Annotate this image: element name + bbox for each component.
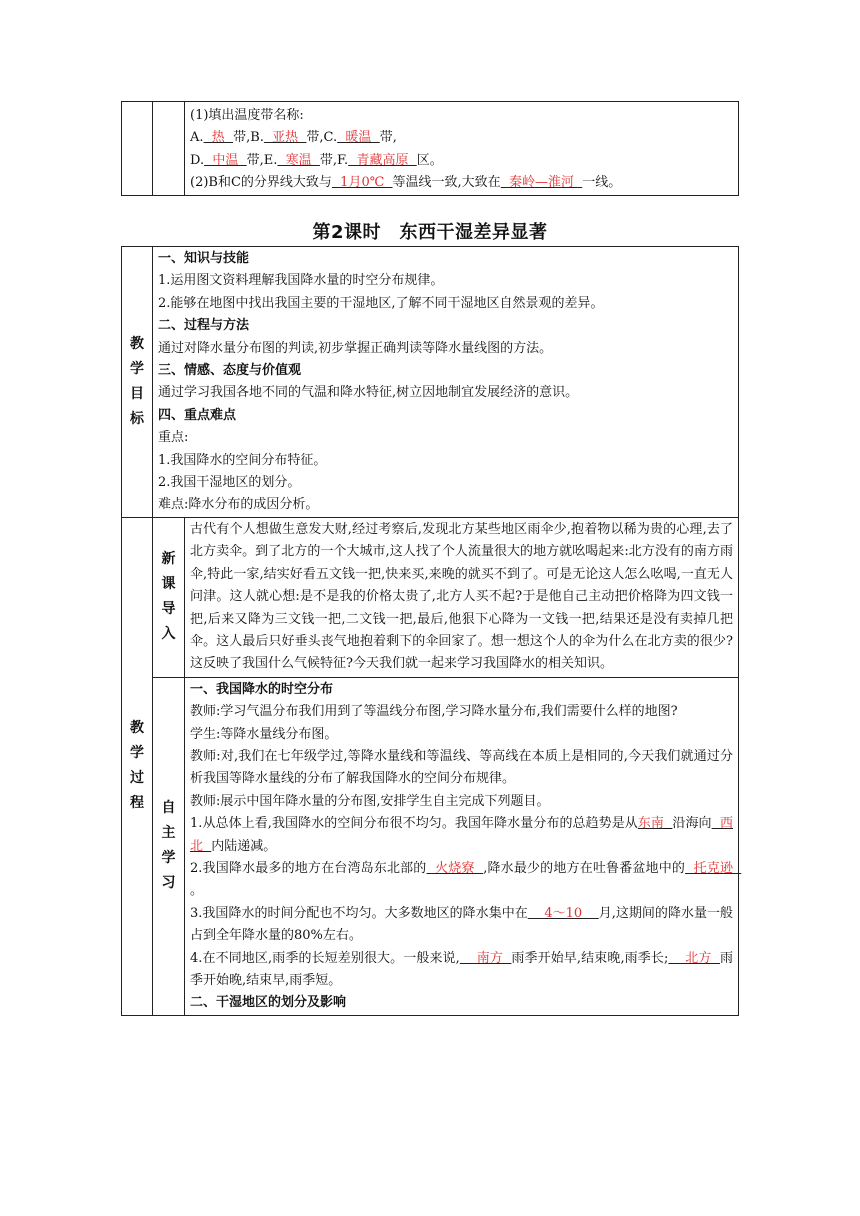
text-segment: 4.在不同地区,雨季的长短差别很大。一般来说, [190,950,460,966]
objectives-lines [153,248,738,517]
answer-blank: 暖温 [337,130,380,146]
text-segment: 1.从总体上看,我国降水的空间分布很不均匀。我国年降水量分布的总趋势是从 [190,816,638,832]
text-segment: A. [190,130,204,146]
self-study-label: 自 主 学 习 [153,677,185,1015]
text-segment: 带,F. [319,152,349,168]
intro-label: 新 课 导 入 [153,517,185,677]
text-segment: 沿海向 [672,816,712,832]
temp-zone-line-def [185,150,738,172]
teacher-question-1: 教师:学习气温分布我们用到了等温线分布图,学习降水量分布,我们需要什么样的地图? [190,704,678,720]
answer-blank: 4～10 [527,905,599,921]
text-segment: 区。 [416,152,443,168]
student-answer-1: 学生:等降水量线分布图。 [190,726,338,742]
answer-blank: 亚热 [263,130,307,146]
lesson-plan-table [121,246,742,1016]
exercise-4 [185,948,738,993]
answer-blank: 青藏高原 [348,152,417,168]
text-segment: 带, [379,130,397,146]
text-segment: (2)B和C的分界线大致与 [190,175,332,191]
process-label: 教 学 过 程 [122,517,153,1015]
intro-story: 古代有个人想做生意发大财,经过考察后,发现北方某些地区雨伞少,抱着物以稀为贵的心理,去了北方卖伞。到了北方的一个大城市,这人找了个人流量很大的地方就吆喝起来:北方没有的南方雨伞,特此一家,结实好看五文钱一把,快来买,来晚的就买不到了。可是无论这人怎么吆喝,一直无人问津。这人就心想:是不是我的价格太贵了,北方人买不起?于是他自己主动把价格降为四文钱一把,后来又降为三文钱一把,二文钱一把,最后,他狠下心降为一文钱一把,结果还是没有卖掉几把伞。这人最后只好垂头丧气地抱着剩下的伞回家了。想一想这个人的伞为什么在北方卖的很少?这反映了我国什么气候特征?今天我们就一起来学习我国降水的相关知识。 [190,521,733,672]
top-label-col-2 [153,102,185,196]
exercise-3 [185,903,738,948]
answer-blank: 火烧寮 [426,860,484,876]
text-segment: 带,E. [246,152,278,168]
objective-heading: 三、情感、态度与价值观 [158,363,302,379]
answer-blank: 东南 [637,816,664,832]
teacher-explanation: 教师:对,我们在七年级学过,等降水量线和等温线、等高线在本质上是相同的,今天我们就通过分析我国等降水量线的分布了解我国降水的空间分布规律。 [190,748,733,787]
temp-zone-question: (1)填出温度带名称: [190,108,304,123]
objective-heading: 四、重点难点 [158,407,237,423]
text-segment: 雨季开始晚,结束早,雨季短。 [190,950,733,988]
text-segment: 内陆递减。 [211,838,277,854]
answer-blank: 寒温 [277,152,320,168]
teacher-task: 教师:展示中国年降水量的分布图,安排学生自主完成下列题目。 [190,793,550,809]
section-heading-precip: 一、我国降水的时空分布 [190,681,334,697]
top-table [121,101,739,196]
temp-zone-line-abc [185,127,738,149]
exercise-2 [185,858,742,903]
text-segment: 等温线一致,大致在 [392,175,501,191]
exercise-1 [185,813,738,858]
answer-blank: 中温 [204,152,247,168]
section-heading-dry-wet: 二、干湿地区的划分及影响 [190,995,347,1011]
objectives-label: 教 学 目 标 [122,247,153,518]
objective-item: 2.我国干湿地区的划分。 [158,475,301,491]
text-segment: 带,C. [306,130,338,146]
lesson-title: 第2课时 东西干湿差异显著 [312,222,548,243]
answer-blank: 托克逊 [685,860,742,876]
objectives-content [153,247,739,518]
answer-blank: 秦岭—淮河 [500,175,583,191]
text-segment: 一线。 [582,175,622,191]
answer-blank: 南方 [459,950,512,966]
objective-item: 2.能够在地图中找出我国主要的干湿地区,了解不同干湿地区自然景观的差异。 [158,295,604,311]
text-segment: 月,这期间的降水量一般占到全年降水量的80%左右。 [190,905,733,944]
top-label-col-1 [122,102,153,196]
answer-blank: 1月0℃ [331,175,393,191]
answer-blank: 热 [203,130,234,146]
answer-blank: 西北 [190,816,733,854]
text-segment: ,降水最少的地方在吐鲁番盆地中的 [483,860,686,876]
objective-item: 通过对降水量分布图的判读,初步掌握正确判读等降水量线图的方法。 [158,340,553,356]
answer-blank: 北方 [668,950,720,966]
objective-item: 通过学习我国各地不同的气温和降水特征,树立因地制宜发展经济的意识。 [158,385,579,401]
intro-content [185,517,739,677]
objective-item: 难点:降水分布的成因分析。 [158,497,319,513]
text-segment: 3.我国降水的时间分配也不均匀。大多数地区的降水集中在 [190,905,528,921]
top-content-cell [185,102,739,196]
text-segment: 。 [190,883,204,899]
objective-item: 重点: [158,430,189,446]
text-segment: 2.我国降水最多的地方在台湾岛东北部的 [190,860,427,876]
objective-item: 1.运用图文资料理解我国降水量的时空分布规律。 [158,273,444,289]
boundary-question [185,172,738,194]
objective-heading: 二、过程与方法 [158,318,250,334]
self-study-content [185,677,742,1015]
objective-item: 1.我国降水的空间分布特征。 [158,452,327,468]
text-segment: 带,B. [233,130,264,146]
text-segment: 雨季开始早,结束晚,雨季长; [511,950,669,966]
objective-heading: 一、知识与技能 [158,251,250,266]
text-segment: D. [190,152,205,168]
